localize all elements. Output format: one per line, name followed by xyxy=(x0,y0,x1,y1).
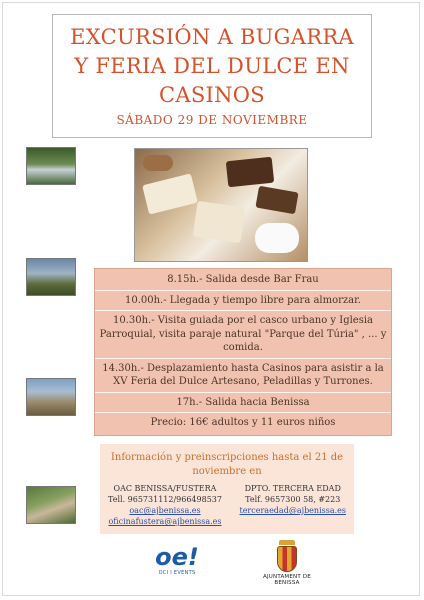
contact-name: DPTO. TERCERA EDAD xyxy=(244,484,341,493)
schedule-item: 14.30h.- Desplazamiento hasta Casinos para asistir a la XV Feria del Dulce Artesano, Peladillas y Turrones. xyxy=(102,362,384,387)
contact-tercera-edad xyxy=(239,483,346,527)
schedule-item: 8.15h.- Salida desde Bar Frau xyxy=(167,274,319,285)
event-date: SÁBADO 29 DE NOVIEMBRE xyxy=(116,113,308,127)
contact-oac xyxy=(108,483,222,527)
almond-candies xyxy=(255,223,299,253)
email-link[interactable]: terceraedad@ajbenissa.es xyxy=(239,506,346,515)
landscape-photo xyxy=(26,258,76,296)
title-line-2: Y FERIA DEL DULCE EN xyxy=(74,54,350,78)
email-link[interactable]: oac@ajbenissa.es xyxy=(129,506,201,515)
contact-name: OAC BENISSA/FUSTERA xyxy=(113,484,217,493)
title-line-3: CASINOS xyxy=(159,83,265,107)
info-heading: Información y preinscripciones hasta el 21 de noviembre en xyxy=(110,452,344,477)
oe-logo-subtext: OCI I EVENTS xyxy=(158,570,196,576)
chocolate-piece xyxy=(255,186,298,215)
schedule-item: 17h.- Salida hacia Benissa xyxy=(176,396,310,408)
crown-icon xyxy=(279,540,295,545)
nuts xyxy=(143,155,173,171)
sweets-photo xyxy=(134,148,308,262)
coat-of-arms-icon xyxy=(277,546,297,572)
title-line-1: EXCURSIÓN A BUGARRA xyxy=(70,25,354,49)
event-title xyxy=(57,23,367,110)
contact-phone: Tell. 965731112/966498537 xyxy=(108,495,222,504)
divider xyxy=(95,392,391,393)
email-link[interactable]: oficinafustera@ajbenissa.es xyxy=(108,517,222,526)
divider xyxy=(95,310,391,311)
oe-logo-text: oe! xyxy=(155,543,199,571)
divider xyxy=(95,358,391,359)
price-line: Precio: 16€ adultos y 11 euros niños xyxy=(150,417,336,428)
contact-phone: Telf. 9657300 58, #223 xyxy=(245,495,341,504)
title-box xyxy=(52,14,372,138)
town-photo xyxy=(26,378,76,416)
info-box xyxy=(100,444,354,534)
schedule-item: 10.30h.- Visita guiada por el casco urbano y Iglesia Parroquial, visita paraje natural "Parque del Túria" , ... y comida. xyxy=(99,315,387,353)
turron-piece xyxy=(142,173,198,214)
divider xyxy=(95,290,391,291)
schedule-item: 10.00h.- Llegada y tiempo libre para almorzar. xyxy=(124,294,361,306)
path-photo xyxy=(26,486,76,524)
chocolate-piece xyxy=(226,157,274,188)
river-photo xyxy=(26,147,76,185)
schedule-box xyxy=(94,268,392,436)
oe-logo xyxy=(150,544,204,584)
contacts xyxy=(108,483,346,527)
turron-piece xyxy=(193,201,246,243)
ajuntament-label: AJUNTAMENT DE BENISSA xyxy=(263,574,311,586)
ajuntament-logo xyxy=(252,540,322,590)
divider xyxy=(95,412,391,413)
